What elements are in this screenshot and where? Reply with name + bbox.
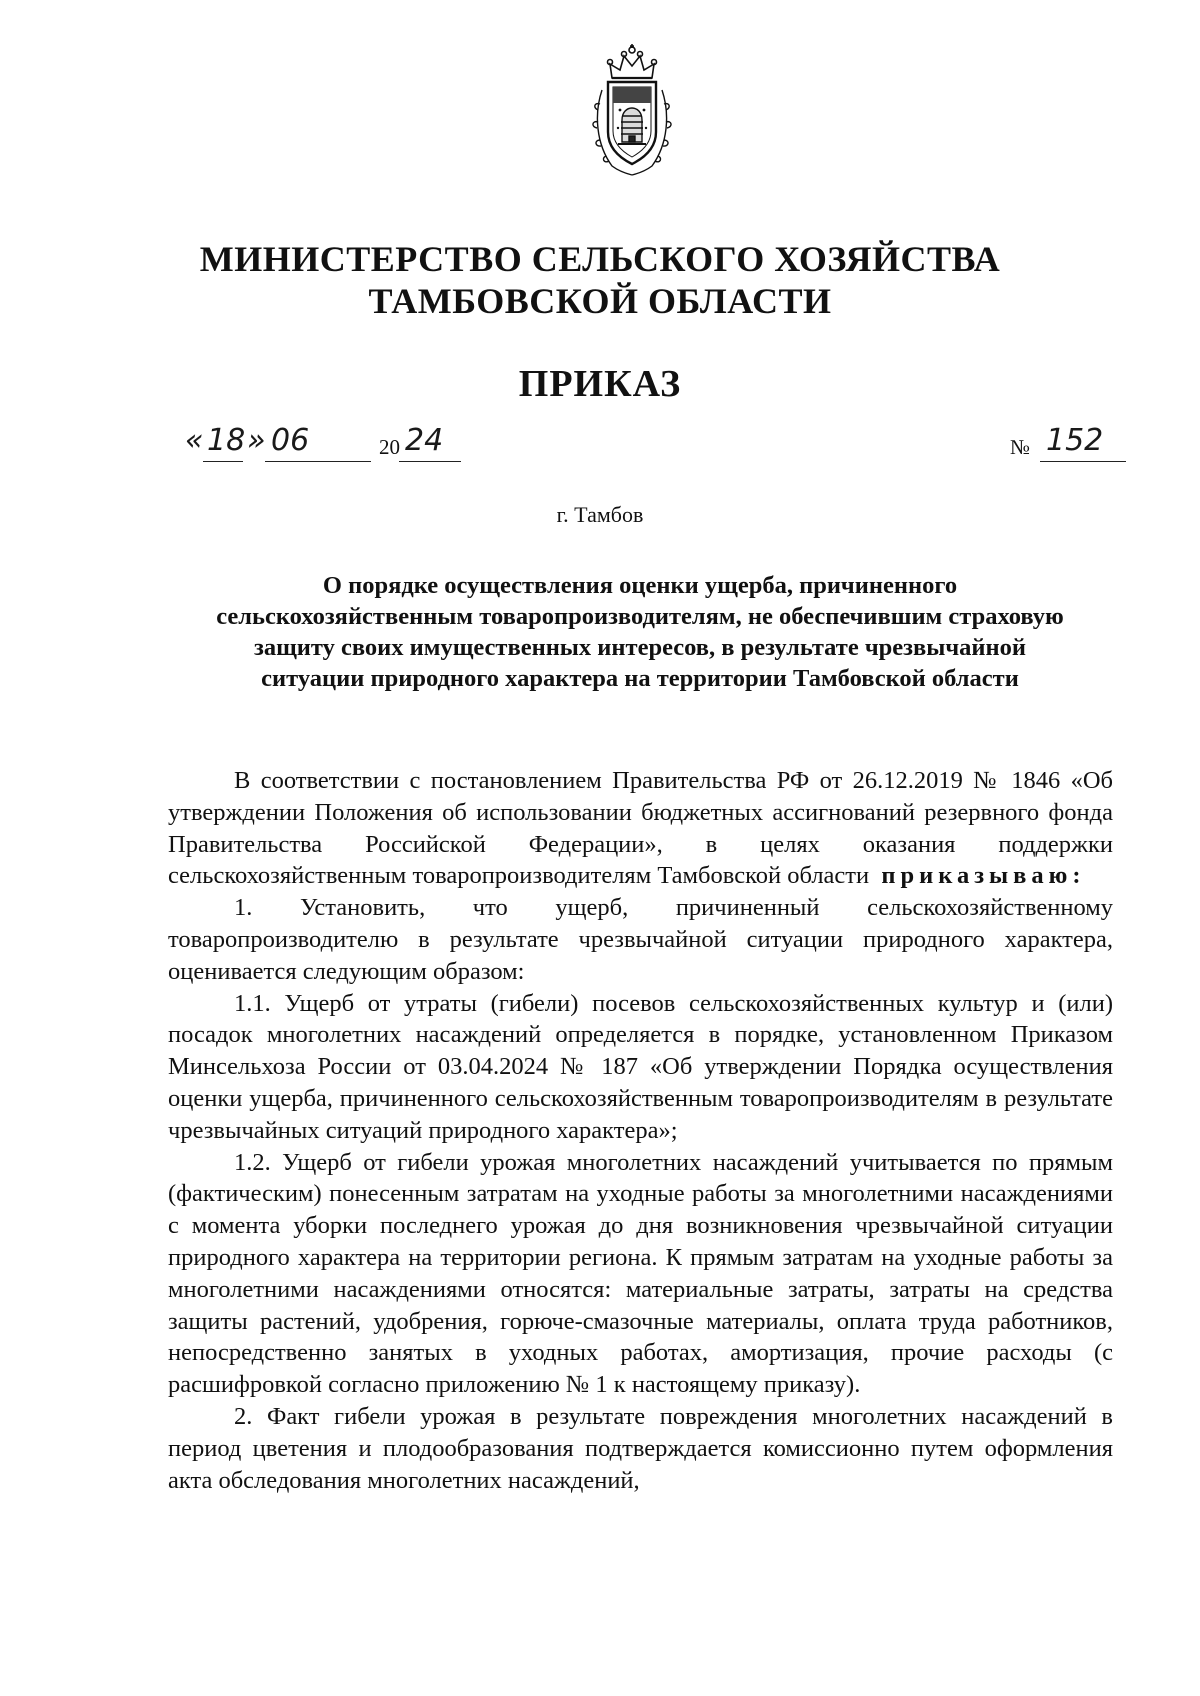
intro-text: В соответствии с постановлением Правительства РФ от 26.12.2019 № 1846 «Об утверждении Положения об использовании бюджетных ассигнований резервного фонда Правительства Российской Федерации», в целях оказания поддержки сельскохозяйственным товаропроизводителям Тамбовской области <box>168 767 1113 890</box>
date-close-quote: » <box>247 423 266 458</box>
intro-paragraph <box>168 765 1113 892</box>
month-underline <box>265 461 371 462</box>
order-body <box>168 765 1113 1496</box>
coat-of-arms-icon <box>590 44 674 176</box>
item-1-2: 1.2. Ущерб от гибели урожая многолетних насаждений учитывается по прямым (фактическим) понесенным затратам на уходные работы за многолетними насаждениями с момента уборки последнего урожая до дня возникновения чрезвычайной ситуации природного характера на территории региона. К прямым затратам на уходные работы за многолетними насаждениями относятся: материальные затраты, затраты на средства защиты растений, удобрения, горюче-смазочные материалы, оплата труда работников, непосредственно занятых в уходных работах, амортизация, прочие расходы (с расшифровкой согласно приложению № 1 к настоящему приказу). <box>168 1148 1113 1399</box>
order-word: приказываю: <box>881 862 1086 890</box>
date-year-prefix: 20 <box>379 435 400 459</box>
item-1-1: 1.1. Ущерб от утраты (гибели) посевов сельскохозяйственных культур и (или) посадок многолетних насаждений определяется в порядке, установленном Приказом Минсельхоза России от 03.04.2024 № 187 «Об утверждении Порядка осуществления оценки ущерба, причиненного сельскохозяйственным товаропроизводителям в результате чрезвычайных ситуаций природного характера»; <box>168 989 1113 1144</box>
number-label: № <box>1010 435 1031 459</box>
date-year-suffix: 24 <box>405 423 444 458</box>
number-underline <box>1040 461 1126 462</box>
item-1: 1. Установить, что ущерб, причиненный сельскохозяйственному товаропроизводителю в результате чрезвычайной ситуации природного характера, оценивается следующим образом: <box>168 894 1113 985</box>
year-underline <box>399 461 461 462</box>
date-day: 18 <box>207 423 246 458</box>
day-underline <box>203 461 243 462</box>
city: г. Тамбов <box>556 502 644 527</box>
number-value: 152 <box>1046 423 1104 458</box>
date-month: 06 <box>271 423 310 458</box>
document-type: ПРИКАЗ <box>518 363 682 405</box>
ministry-name-line1: МИНИСТЕРСТВО СЕЛЬСКОГО ХОЗЯЙСТВА <box>199 239 1001 279</box>
order-number <box>1010 423 1130 466</box>
item-2: 2. Факт гибели урожая в результате повреждения многолетних насаждений в период цветения и плодообразования подтверждается комиссионно путем оформления акта обследования многолетних насаждений, <box>168 1402 1113 1494</box>
ministry-name-line2: ТАМБОВСКОЙ ОБЛАСТИ <box>368 281 832 321</box>
date-open-quote: « <box>185 423 204 458</box>
order-title: О порядке осуществления оценки ущерба, причиненного сельскохозяйственным товаропроизводителям, не обеспечившим страховую защиту своих имущественных интересов, в результате чрезвычайной ситуации природного характера на территории Тамбовской области <box>216 572 1064 692</box>
